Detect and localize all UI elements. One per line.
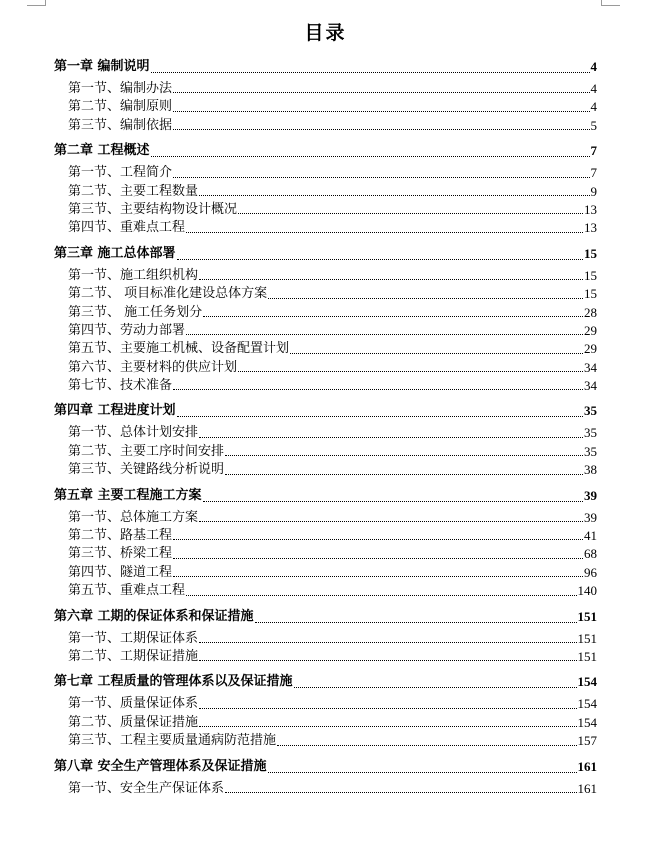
toc-section-entry-page-number: 157 [577, 733, 597, 749]
toc-section-entry-page-number: 4 [590, 99, 597, 115]
dot-leader [199, 660, 576, 661]
dot-leader [199, 642, 576, 643]
toc-section-entry[interactable] [54, 509, 597, 527]
toc-chapter-entry[interactable] [54, 398, 597, 424]
toc-chapter-entry-page-number: 39 [584, 487, 597, 503]
toc-title: 目录 [304, 22, 347, 44]
toc-section-entry-page-number: 154 [577, 714, 597, 730]
dot-leader [238, 213, 583, 214]
toc-section-entry[interactable] [54, 648, 597, 666]
dot-leader [203, 316, 583, 317]
toc-section-entry[interactable] [54, 219, 597, 237]
toc-section-entry-page-number: 15 [584, 267, 597, 283]
toc-chapter-entry-page-number: 15 [584, 245, 597, 261]
toc-chapter-entry-page-number: 161 [577, 758, 597, 774]
toc-section-entry-label: 第一节、施工组织机构 [68, 267, 199, 283]
toc-section-entry-page-number: 34 [584, 378, 597, 394]
toc-chapter-block [54, 138, 597, 238]
dot-leader [255, 622, 577, 623]
dot-leader [186, 595, 576, 596]
dot-leader [173, 92, 589, 93]
toc-chapter-block [54, 669, 597, 750]
dot-leader [151, 156, 590, 157]
toc-chapter-entry[interactable] [54, 54, 597, 80]
dot-leader [173, 576, 583, 577]
toc-chapter-entry[interactable] [54, 241, 597, 267]
toc-section-entry[interactable] [54, 630, 597, 648]
toc-section-entry[interactable] [54, 780, 597, 798]
toc-section-entry-page-number: 4 [590, 80, 597, 96]
toc-section-entry-label: 第五节、重难点工程 [68, 583, 186, 599]
page-corner-mark-right [601, 0, 620, 6]
dot-leader [199, 279, 583, 280]
toc-section-entry-page-number: 38 [584, 462, 597, 478]
toc-section-entry[interactable] [54, 527, 597, 545]
toc-section-entry[interactable] [54, 714, 597, 732]
toc-chapter-entry[interactable] [54, 669, 597, 695]
toc-chapter-block [54, 754, 597, 798]
toc-section-entry-label: 第二节、 项目标准化建设总体方案 [68, 286, 268, 302]
dot-leader [173, 539, 583, 540]
toc-section-entry-page-number: 13 [584, 201, 597, 217]
toc-chapter-entry-label: 第一章 编制说明 [54, 59, 150, 74]
toc-section-entry-label: 第一节、总体施工方案 [68, 509, 199, 525]
toc-section-entry-label: 第一节、安全生产保证体系 [68, 780, 225, 796]
toc-chapter-entry-label: 第六章 工期的保证体系和保证措施 [54, 608, 254, 624]
toc-section-entry-label: 第七节、技术准备 [68, 378, 173, 394]
toc-section-entry-page-number: 29 [584, 322, 597, 338]
toc-section-entry-label: 第二节、编制原则 [68, 99, 173, 115]
toc-section-entry-label: 第二节、质量保证措施 [68, 714, 199, 730]
toc-section-entry-label: 第四节、隧道工程 [68, 564, 173, 580]
dot-leader [199, 708, 576, 709]
toc-section-entry-label: 第一节、总体计划安排 [68, 425, 199, 441]
toc-section-entry-label: 第三节、桥梁工程 [68, 546, 173, 562]
dot-leader [186, 232, 583, 233]
dot-leader [238, 371, 583, 372]
toc-chapter-block [54, 241, 597, 396]
dot-leader [277, 745, 576, 746]
dot-leader [173, 129, 589, 130]
dot-leader [199, 195, 589, 196]
toc-section-entry[interactable] [54, 443, 597, 461]
toc-section-entry-page-number: 151 [577, 648, 597, 664]
dot-leader [199, 437, 583, 438]
toc-section-entry[interactable] [54, 322, 597, 340]
toc-section-entry[interactable] [54, 545, 597, 563]
dot-leader [199, 726, 576, 727]
toc-section-entry-label: 第四节、劳动力部署 [68, 322, 186, 338]
toc-section-entry-label: 第一节、质量保证体系 [68, 696, 199, 712]
dot-leader [151, 72, 590, 73]
toc-section-entry-label: 第三节、 施工任务划分 [68, 304, 203, 320]
toc-chapter-block [54, 604, 597, 667]
toc-section-entry-page-number: 28 [584, 304, 597, 320]
toc-chapter-entry-page-number: 7 [590, 143, 597, 159]
dot-leader [173, 111, 589, 112]
toc-section-entry[interactable] [54, 424, 597, 442]
toc-section-entry[interactable] [54, 285, 597, 303]
dot-leader [225, 455, 583, 456]
toc-section-entry-page-number: 140 [577, 583, 597, 599]
toc-section-entry-page-number: 9 [590, 183, 597, 199]
dot-leader [290, 353, 583, 354]
toc-section-entry-page-number: 5 [590, 117, 597, 133]
dot-leader [173, 389, 583, 390]
toc-section-entry[interactable] [54, 732, 597, 750]
toc-section-entry[interactable] [54, 377, 597, 395]
toc-section-entry[interactable] [54, 695, 597, 713]
toc-chapter-entry-label: 第四章 工程进度计划 [54, 403, 176, 419]
dot-leader [173, 177, 589, 178]
dot-leader [177, 259, 583, 260]
dot-leader [294, 687, 577, 688]
toc-chapter-entry[interactable] [54, 138, 597, 164]
toc-section-entry-page-number: 41 [584, 528, 597, 544]
toc-section-entry-page-number: 154 [577, 696, 597, 712]
toc-section-entry-page-number: 35 [584, 425, 597, 441]
toc-section-entry-label: 第一节、编制办法 [68, 80, 173, 96]
toc-chapter-entry-label: 第二章 工程概述 [54, 143, 150, 159]
toc-section-entry[interactable] [54, 340, 597, 358]
dot-leader [203, 501, 583, 502]
toc-chapter-block [54, 398, 597, 479]
table-of-contents [54, 54, 597, 801]
toc-section-entry[interactable] [54, 201, 597, 219]
toc-section-entry-label: 第四节、重难点工程 [68, 220, 186, 236]
toc-section-entry[interactable] [54, 359, 597, 377]
dot-leader [225, 792, 576, 793]
toc-section-entry-label: 第三节、编制依据 [68, 117, 173, 133]
toc-section-entry-page-number: 68 [584, 546, 597, 562]
toc-chapter-entry-page-number: 154 [577, 674, 597, 690]
toc-section-entry-label: 第二节、主要工程数量 [68, 183, 199, 199]
toc-section-entry-page-number: 96 [584, 564, 597, 580]
toc-section-entry-label: 第六节、主要材料的供应计划 [68, 359, 238, 375]
toc-section-entry-label: 第二节、主要工序时间安排 [68, 443, 225, 459]
toc-section-entry-label: 第一节、工程简介 [68, 165, 173, 181]
dot-leader [173, 558, 583, 559]
toc-section-entry-page-number: 161 [577, 780, 597, 796]
toc-chapter-entry-label: 第五章 主要工程施工方案 [54, 487, 202, 503]
dot-leader [186, 334, 583, 335]
toc-section-entry[interactable] [54, 461, 597, 479]
toc-chapter-entry-label: 第七章 工程质量的管理体系以及保证措施 [54, 674, 293, 690]
toc-section-entry[interactable] [54, 582, 597, 600]
toc-chapter-entry-label: 第八章 安全生产管理体系及保证措施 [54, 758, 267, 774]
toc-section-entry-page-number: 29 [584, 341, 597, 357]
toc-section-entry-page-number: 151 [577, 630, 597, 646]
toc-section-entry[interactable] [54, 267, 597, 285]
toc-section-entry-page-number: 35 [584, 443, 597, 459]
toc-section-entry[interactable] [54, 117, 597, 135]
toc-chapter-block [54, 54, 597, 135]
toc-section-entry[interactable] [54, 564, 597, 582]
dot-leader [199, 521, 583, 522]
toc-chapter-entry-page-number: 35 [584, 403, 597, 419]
toc-section-entry-page-number: 7 [590, 165, 597, 181]
toc-section-entry-page-number: 34 [584, 359, 597, 375]
toc-section-entry-page-number: 15 [584, 286, 597, 302]
dot-leader [268, 772, 577, 773]
toc-chapter-entry[interactable] [54, 483, 597, 509]
toc-section-entry[interactable] [54, 164, 597, 182]
toc-section-entry-label: 第一节、工期保证体系 [68, 630, 199, 646]
toc-section-entry[interactable] [54, 80, 597, 98]
toc-chapter-entry-label: 第三章 施工总体部署 [54, 245, 176, 261]
toc-section-entry-label: 第五节、主要施工机械、设备配置计划 [68, 341, 290, 357]
dot-leader [177, 416, 583, 417]
toc-section-entry-label: 第三节、主要结构物设计概况 [68, 201, 238, 217]
toc-section-entry[interactable] [54, 98, 597, 116]
toc-section-entry-label: 第三节、工程主要质量通病防范措施 [68, 733, 277, 749]
toc-chapter-entry-page-number: 4 [590, 59, 597, 74]
toc-section-entry-label: 第二节、工期保证措施 [68, 648, 199, 664]
toc-section-entry-page-number: 13 [584, 220, 597, 236]
toc-section-entry-label: 第三节、关键路线分析说明 [68, 462, 225, 478]
toc-section-entry[interactable] [54, 183, 597, 201]
toc-section-entry[interactable] [54, 304, 597, 322]
toc-section-entry-label: 第二节、路基工程 [68, 528, 173, 544]
toc-chapter-block [54, 483, 597, 601]
toc-section-entry-page-number: 39 [584, 509, 597, 525]
toc-chapter-entry[interactable] [54, 754, 597, 780]
dot-leader [268, 298, 583, 299]
page-corner-mark-left [27, 0, 46, 6]
toc-chapter-entry[interactable] [54, 604, 597, 630]
toc-chapter-entry-page-number: 151 [577, 608, 597, 624]
dot-leader [225, 474, 583, 475]
